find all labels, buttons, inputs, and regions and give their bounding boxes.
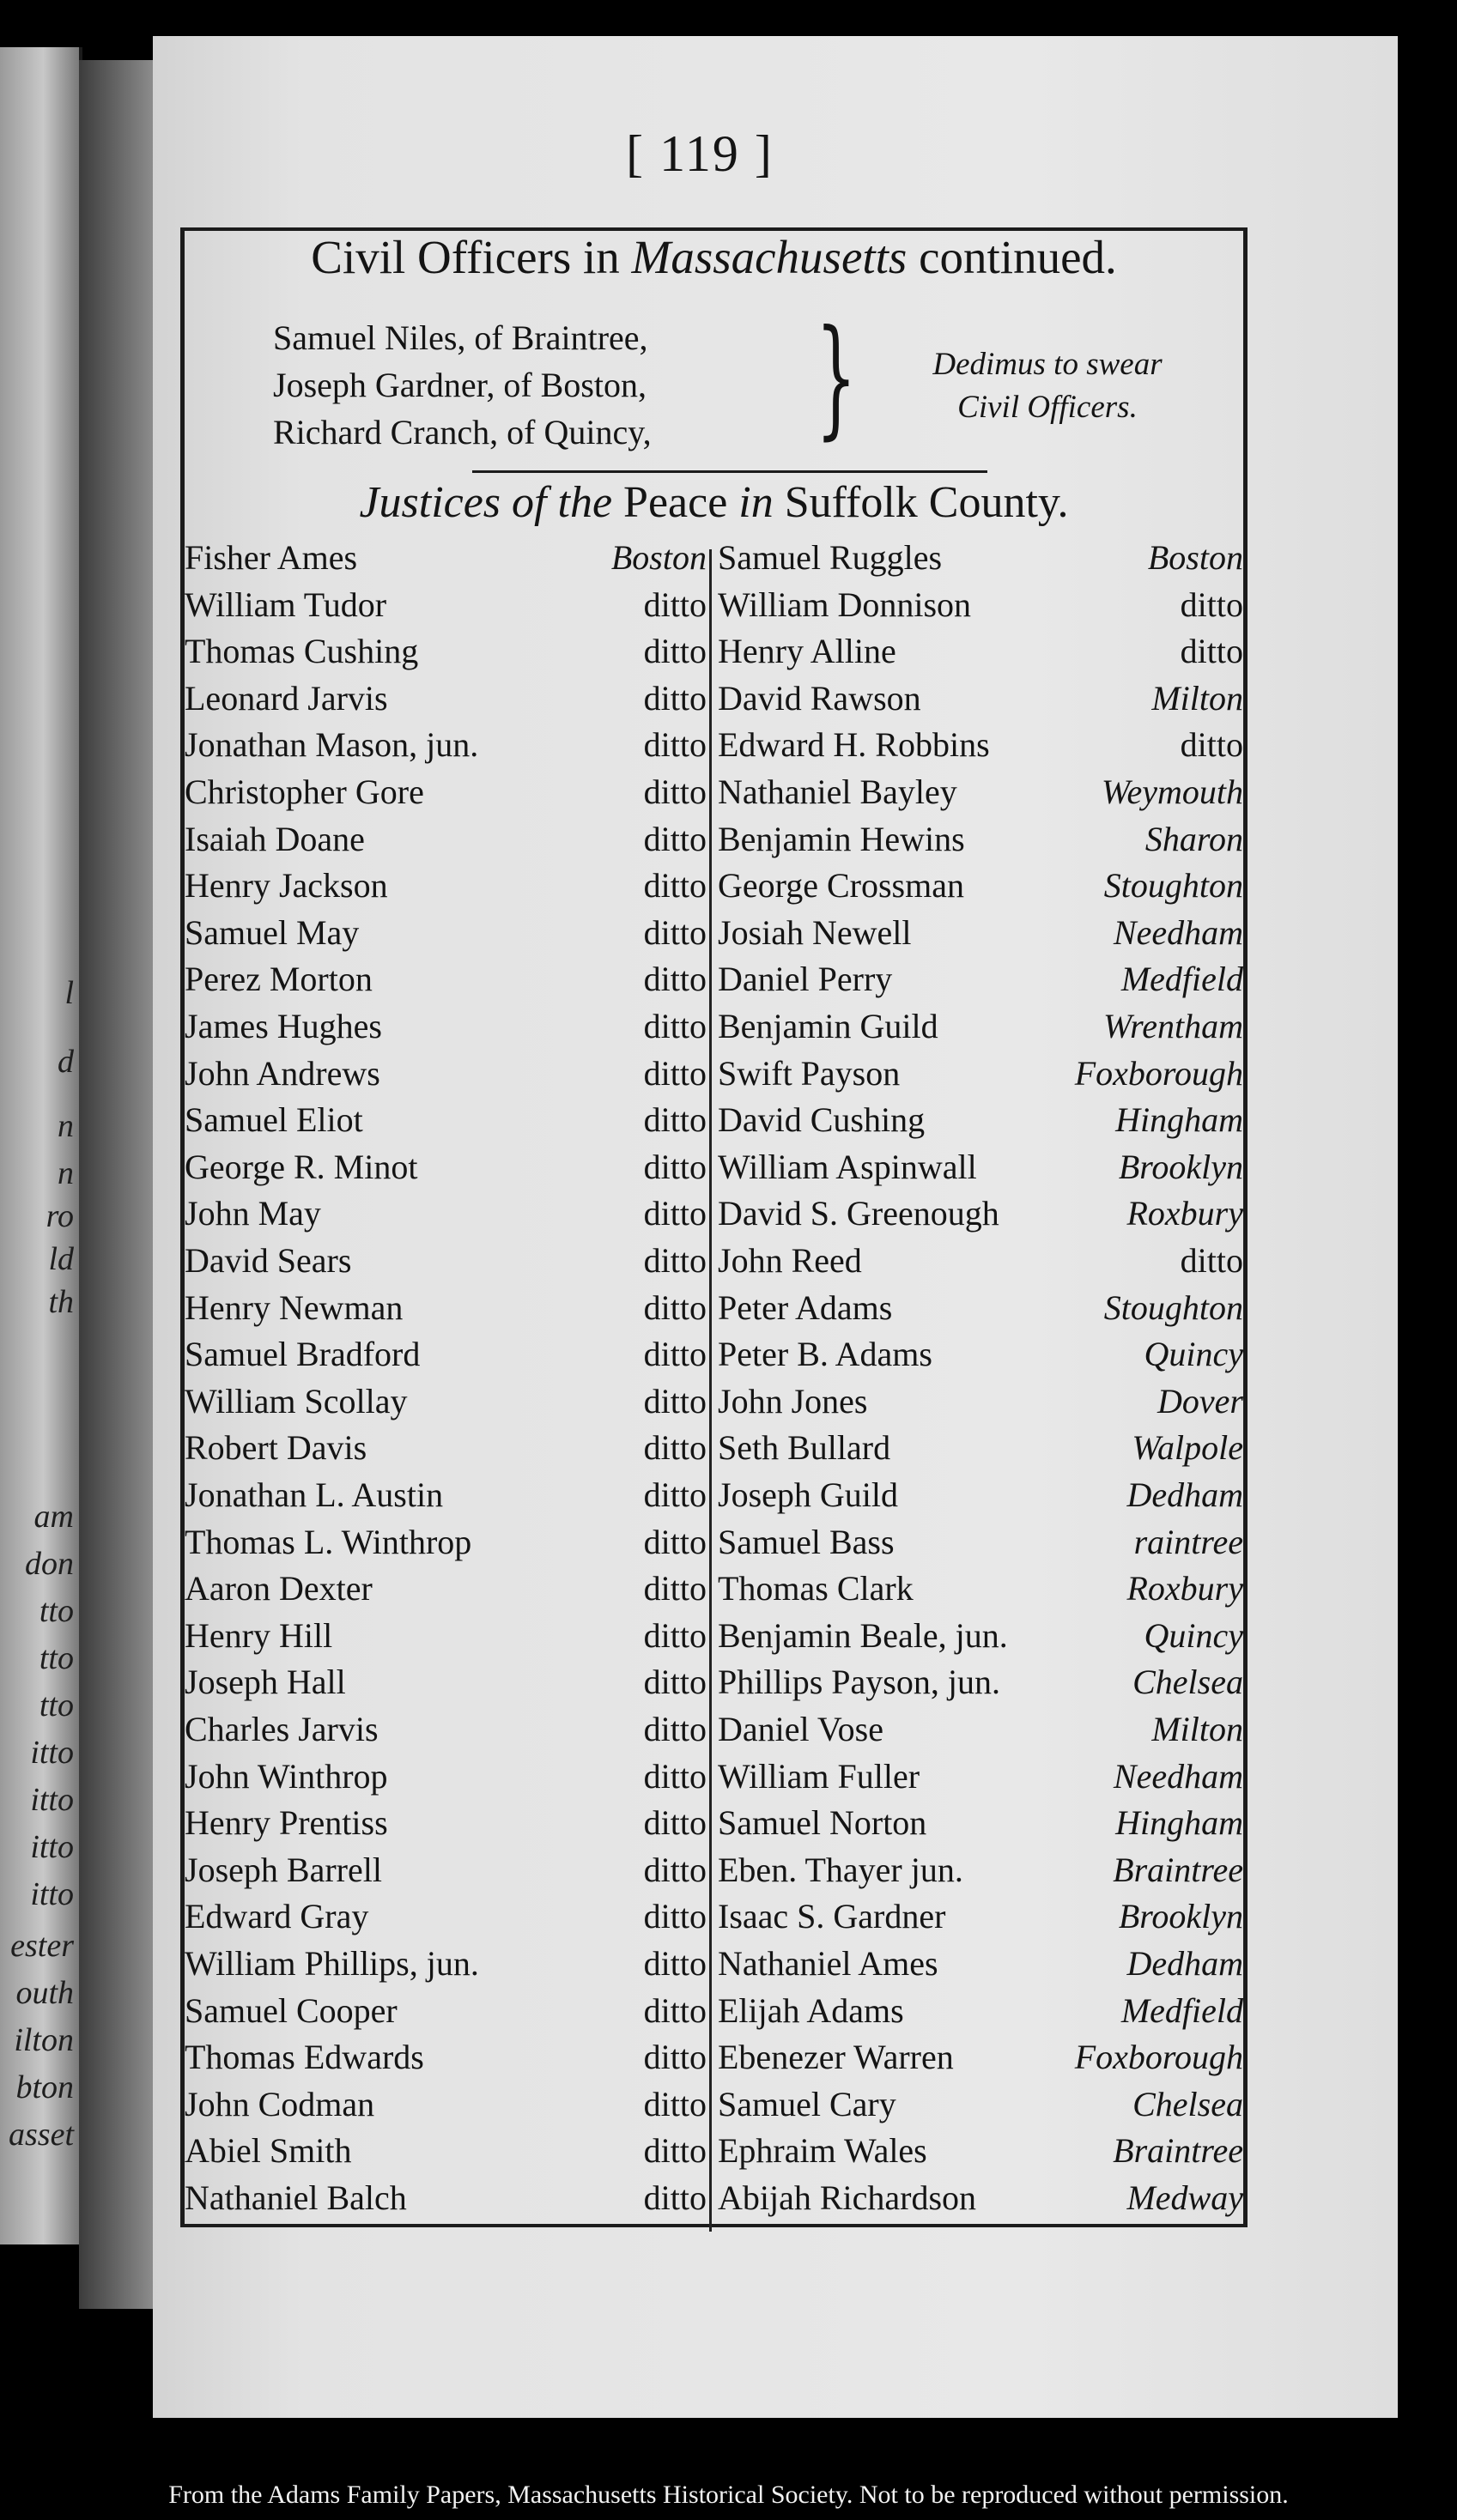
justice-town: ditto bbox=[643, 585, 707, 624]
facing-page-fragment: th bbox=[48, 1284, 74, 1320]
justice-town: Quincy bbox=[1144, 1615, 1243, 1655]
justice-name: Fisher Ames bbox=[185, 538, 358, 577]
justice-name: Edward H. Robbins bbox=[718, 725, 990, 765]
justice-row bbox=[185, 1424, 707, 1471]
justice-name: David S. Greenough bbox=[718, 1194, 999, 1233]
justice-name: Henry Hill bbox=[185, 1615, 333, 1655]
justice-town: ditto bbox=[643, 772, 707, 811]
justice-row bbox=[718, 1565, 1243, 1612]
justice-town: ditto bbox=[643, 1475, 707, 1514]
justice-town: Needham bbox=[1113, 1756, 1243, 1796]
justice-town: ditto bbox=[643, 1615, 707, 1655]
justice-row bbox=[185, 1143, 707, 1190]
justice-row bbox=[185, 1612, 707, 1659]
justice-town: ditto bbox=[1180, 725, 1243, 765]
justice-row bbox=[718, 1612, 1243, 1659]
justice-town: ditto bbox=[643, 912, 707, 952]
justice-town: Foxborough bbox=[1074, 2038, 1243, 2077]
justice-row bbox=[718, 768, 1243, 815]
justice-town: ditto bbox=[1180, 585, 1243, 624]
justice-row bbox=[718, 1237, 1243, 1284]
facing-page-fragment: itto bbox=[30, 1735, 74, 1771]
justice-name: Abiel Smith bbox=[185, 2131, 352, 2171]
justice-row bbox=[718, 1799, 1243, 1846]
justice-town: Medfield bbox=[1120, 960, 1243, 999]
justice-row bbox=[185, 2174, 707, 2221]
justice-town: Foxborough bbox=[1074, 1053, 1243, 1093]
justice-town: ditto bbox=[643, 1241, 707, 1280]
justice-name: Samuel May bbox=[185, 912, 360, 952]
justice-row bbox=[185, 1471, 707, 1518]
justice-row bbox=[718, 1471, 1243, 1518]
justice-name: Samuel Cooper bbox=[185, 1990, 398, 2030]
facing-page-fragment: ld bbox=[48, 1241, 74, 1277]
justice-row bbox=[718, 1284, 1243, 1331]
grouping-brace: } bbox=[816, 303, 857, 452]
justice-name: Swift Payson bbox=[718, 1053, 901, 1093]
justice-row bbox=[718, 1143, 1243, 1190]
justice-town: ditto bbox=[1180, 632, 1243, 671]
justice-name: Benjamin Guild bbox=[718, 1007, 938, 1045]
justice-row bbox=[185, 862, 707, 909]
justice-town: ditto bbox=[643, 1522, 707, 1561]
justice-row bbox=[185, 1003, 707, 1050]
justice-town: ditto bbox=[643, 1194, 707, 1233]
justice-row bbox=[185, 2033, 707, 2081]
page-number: [ 119 ] bbox=[626, 125, 774, 182]
justice-name: Nathaniel Ames bbox=[718, 1944, 938, 1983]
justice-town: Roxbury bbox=[1126, 1569, 1243, 1608]
facing-page-fragment: itto bbox=[30, 1876, 74, 1912]
justice-name: Charles Jarvis bbox=[185, 1710, 379, 1748]
justice-name: William Phillips, jun. bbox=[185, 1944, 479, 1983]
justice-row bbox=[185, 1284, 707, 1331]
justice-town: ditto bbox=[643, 1428, 707, 1468]
justice-name: Seth Bullard bbox=[718, 1428, 891, 1468]
justice-name: David Sears bbox=[185, 1241, 352, 1280]
section-title-peace: Peace bbox=[623, 478, 739, 527]
justice-name: Samuel Bass bbox=[718, 1522, 895, 1561]
facing-page-fragment: am bbox=[33, 1499, 74, 1535]
justice-name: David Cushing bbox=[718, 1100, 926, 1140]
justice-town: ditto bbox=[643, 1663, 707, 1702]
section-title-county: Suffolk County. bbox=[773, 478, 1069, 527]
justice-row bbox=[718, 1987, 1243, 2034]
justice-row bbox=[718, 721, 1243, 768]
justice-row bbox=[185, 1987, 707, 2034]
facing-page-fragment: itto bbox=[30, 1829, 74, 1865]
justice-name: Jonathan L. Austin bbox=[185, 1475, 444, 1514]
justice-name: Samuel Eliot bbox=[185, 1100, 363, 1140]
justice-name: Elijah Adams bbox=[718, 1990, 904, 2030]
justice-row bbox=[718, 1330, 1243, 1378]
justice-name: Aaron Dexter bbox=[185, 1569, 373, 1608]
justice-row bbox=[185, 1753, 707, 1800]
facing-page-fragment: n bbox=[58, 1108, 74, 1144]
justice-row bbox=[718, 1518, 1243, 1566]
justice-name: Benjamin Beale, jun. bbox=[718, 1615, 1008, 1655]
justice-town: ditto bbox=[643, 1803, 707, 1843]
section-title-of-the: of the bbox=[501, 478, 624, 527]
facing-page-fragment: ester bbox=[10, 1928, 74, 1964]
justice-name: Thomas Cushing bbox=[185, 632, 419, 671]
justice-row bbox=[185, 1330, 707, 1378]
justice-row bbox=[718, 1190, 1243, 1237]
justice-town: ditto bbox=[643, 1756, 707, 1796]
dedimus-officer: Richard Cranch, of Quincy, bbox=[273, 413, 652, 451]
justice-row bbox=[185, 1096, 707, 1143]
justice-name: Samuel Cary bbox=[718, 2084, 896, 2123]
justice-name: Henry Prentiss bbox=[185, 1803, 388, 1843]
justice-row bbox=[718, 955, 1243, 1003]
justice-town: ditto bbox=[643, 1897, 707, 1936]
justice-name: Edward Gray bbox=[185, 1897, 369, 1936]
justice-row bbox=[718, 1378, 1243, 1425]
justice-row bbox=[718, 2033, 1243, 2081]
justice-town: ditto bbox=[643, 632, 707, 671]
justice-row bbox=[718, 815, 1243, 863]
justice-row bbox=[718, 1658, 1243, 1705]
justice-town: ditto bbox=[643, 678, 707, 718]
justice-name: Samuel Norton bbox=[718, 1803, 927, 1843]
facing-page-fragment: asset bbox=[9, 2117, 74, 2153]
justice-town: raintree bbox=[1133, 1522, 1243, 1561]
facing-page-fragment: tto bbox=[39, 1593, 74, 1629]
justice-row bbox=[718, 1753, 1243, 1800]
justice-name: Thomas Edwards bbox=[185, 2038, 424, 2077]
justice-name: Ebenezer Warren bbox=[718, 2038, 954, 2077]
archive-credit-footer: From the Adams Family Papers, Massachusetts Historical Society. Not to be reproduced without permission. bbox=[168, 2481, 1289, 2509]
justice-row bbox=[185, 955, 707, 1003]
justice-town: Roxbury bbox=[1126, 1194, 1243, 1233]
justice-name: George Crossman bbox=[718, 866, 964, 906]
dedimus-note-line: Civil Officers. bbox=[957, 390, 1138, 425]
justice-row bbox=[185, 1705, 707, 1753]
justice-name: Phillips Payson, jun. bbox=[718, 1663, 1000, 1702]
justice-row bbox=[718, 862, 1243, 909]
justice-row bbox=[185, 1050, 707, 1097]
justice-town: ditto bbox=[643, 1007, 707, 1045]
justice-name: Eben. Thayer jun. bbox=[718, 1850, 963, 1889]
previous-page-edge bbox=[0, 47, 82, 2244]
dedimus-note bbox=[867, 343, 1228, 429]
justice-town: ditto bbox=[643, 1053, 707, 1093]
dedimus-note-line: Dedimus to swear bbox=[932, 347, 1163, 382]
justice-name: David Rawson bbox=[718, 678, 921, 718]
justice-row bbox=[185, 1893, 707, 1940]
justice-row bbox=[185, 1846, 707, 1893]
facing-page-fragment: tto bbox=[39, 1687, 74, 1723]
justice-name: Benjamin Hewins bbox=[718, 819, 965, 858]
justice-name: William Scollay bbox=[185, 1381, 408, 1421]
justice-town: Milton bbox=[1151, 1710, 1243, 1748]
dedimus-officer: Joseph Gardner, of Boston, bbox=[273, 366, 647, 404]
heading-state-name: Massachusetts bbox=[631, 231, 908, 283]
justice-row bbox=[718, 581, 1243, 628]
facing-page-fragment: l bbox=[64, 975, 74, 1011]
justice-name: Abijah Richardson bbox=[718, 2178, 977, 2217]
justice-name: John Winthrop bbox=[185, 1756, 388, 1796]
justice-row bbox=[718, 627, 1243, 675]
justice-row bbox=[718, 1096, 1243, 1143]
column-divider bbox=[709, 549, 712, 2232]
justice-name: Henry Alline bbox=[718, 632, 896, 671]
justice-name: Joseph Guild bbox=[718, 1475, 898, 1514]
justice-name: Thomas L. Winthrop bbox=[185, 1522, 472, 1561]
justice-town: Walpole bbox=[1132, 1428, 1243, 1468]
justice-name: Isaac S. Gardner bbox=[718, 1897, 946, 1936]
justice-name: James Hughes bbox=[185, 1007, 382, 1045]
justice-town: Sharon bbox=[1144, 819, 1243, 858]
justice-town: Chelsea bbox=[1132, 1663, 1243, 1702]
justice-row bbox=[185, 815, 707, 863]
justice-town: Dedham bbox=[1126, 1475, 1243, 1514]
justice-town: ditto bbox=[1180, 1241, 1243, 1280]
justice-row bbox=[185, 768, 707, 815]
justice-name: John Jones bbox=[718, 1381, 868, 1421]
justice-name: Daniel Perry bbox=[718, 960, 893, 999]
facing-page-fragment: itto bbox=[30, 1782, 74, 1818]
justice-row bbox=[718, 1003, 1243, 1050]
justice-name: Jonathan Mason, jun. bbox=[185, 725, 479, 765]
facing-page-fragment: n bbox=[58, 1155, 74, 1191]
justice-town: Chelsea bbox=[1132, 2084, 1243, 2123]
justice-row bbox=[185, 1940, 707, 1987]
justice-name: Henry Jackson bbox=[185, 866, 388, 906]
justice-town: ditto bbox=[643, 866, 707, 906]
justice-town: ditto bbox=[643, 1381, 707, 1421]
justice-town: ditto bbox=[643, 1944, 707, 1983]
justice-row bbox=[185, 1799, 707, 1846]
justice-town: Dover bbox=[1157, 1381, 1243, 1421]
dedimus-officers-list bbox=[273, 314, 814, 456]
justice-name: William Aspinwall bbox=[718, 1147, 977, 1186]
justice-row bbox=[185, 909, 707, 956]
justice-row bbox=[185, 1518, 707, 1566]
justice-town: ditto bbox=[643, 2131, 707, 2171]
justice-town: Quincy bbox=[1144, 1335, 1243, 1374]
justice-row bbox=[185, 2127, 707, 2174]
justice-town: ditto bbox=[643, 1850, 707, 1889]
justice-town: Dedham bbox=[1126, 1944, 1243, 1983]
justice-row bbox=[718, 675, 1243, 722]
justice-name: Josiah Newell bbox=[718, 912, 912, 952]
facing-page-fragment: ilton bbox=[14, 2022, 74, 2058]
facing-page-fragment: d bbox=[58, 1044, 74, 1080]
justice-town: Hingham bbox=[1115, 1100, 1243, 1140]
justice-town: Wrentham bbox=[1103, 1007, 1243, 1045]
justice-row bbox=[718, 2081, 1243, 2128]
page-heading bbox=[180, 230, 1248, 284]
section-rule bbox=[472, 470, 987, 473]
heading-part-1: Civil Officers in bbox=[311, 231, 632, 283]
justice-row bbox=[185, 627, 707, 675]
justice-name: William Donnison bbox=[718, 585, 972, 624]
justice-row bbox=[185, 1378, 707, 1425]
justice-town: Braintree bbox=[1113, 2131, 1243, 2171]
facing-page-fragment: don bbox=[25, 1546, 74, 1582]
heading-part-2: continued. bbox=[907, 231, 1117, 283]
justice-town: Milton bbox=[1151, 678, 1243, 718]
justice-row bbox=[185, 581, 707, 628]
justice-town: Brooklyn bbox=[1118, 1897, 1243, 1936]
justice-row bbox=[718, 534, 1243, 581]
justice-row bbox=[718, 2127, 1243, 2174]
justice-name: William Fuller bbox=[718, 1756, 920, 1796]
facing-page-fragment: tto bbox=[39, 1640, 74, 1676]
justice-name: Isaiah Doane bbox=[185, 819, 365, 858]
justice-name: John Codman bbox=[185, 2084, 375, 2123]
justice-row bbox=[185, 675, 707, 722]
justice-town: ditto bbox=[643, 2178, 707, 2217]
dedimus-officer: Samuel Niles, of Braintree, bbox=[273, 318, 648, 357]
justice-name: Thomas Clark bbox=[718, 1569, 914, 1608]
justice-town: Brooklyn bbox=[1118, 1147, 1243, 1186]
facing-page-fragment: bton bbox=[15, 2069, 74, 2105]
justice-name: Peter B. Adams bbox=[718, 1335, 932, 1374]
justice-name: Peter Adams bbox=[718, 1287, 893, 1327]
justice-name: George R. Minot bbox=[185, 1147, 418, 1186]
justice-name: Joseph Barrell bbox=[185, 1850, 382, 1889]
justice-name: Joseph Hall bbox=[185, 1663, 346, 1702]
justice-town: ditto bbox=[643, 1990, 707, 2030]
facing-page-fragment: ro bbox=[46, 1198, 74, 1234]
justice-town: Stoughton bbox=[1103, 866, 1243, 906]
justice-row bbox=[185, 1658, 707, 1705]
justice-name: Perez Morton bbox=[185, 960, 373, 999]
justice-town: Medway bbox=[1126, 2178, 1243, 2217]
justice-row bbox=[185, 1237, 707, 1284]
justice-name: Robert Davis bbox=[185, 1428, 367, 1468]
justice-town: Braintree bbox=[1113, 1850, 1243, 1889]
justice-name: Daniel Vose bbox=[718, 1710, 883, 1748]
justice-name: William Tudor bbox=[185, 585, 387, 624]
justice-town: ditto bbox=[643, 1287, 707, 1327]
facing-page-fragment: outh bbox=[15, 1975, 74, 2011]
justice-row bbox=[718, 2174, 1243, 2221]
justice-town: ditto bbox=[643, 1147, 707, 1186]
justice-row bbox=[718, 1940, 1243, 1987]
justice-town: Stoughton bbox=[1103, 1287, 1243, 1327]
justice-row bbox=[185, 1190, 707, 1237]
justice-town: ditto bbox=[643, 725, 707, 765]
justice-town: ditto bbox=[643, 1569, 707, 1608]
justice-row bbox=[718, 1705, 1243, 1753]
justice-town: Hingham bbox=[1115, 1803, 1243, 1843]
justice-row bbox=[718, 909, 1243, 956]
justice-town: ditto bbox=[643, 2084, 707, 2123]
justice-name: Samuel Ruggles bbox=[718, 538, 943, 577]
section-title bbox=[180, 477, 1248, 528]
justice-name: Henry Newman bbox=[185, 1287, 404, 1327]
justice-town: Boston bbox=[1147, 538, 1243, 577]
justice-town: ditto bbox=[643, 960, 707, 999]
justice-row bbox=[185, 721, 707, 768]
justice-name: Samuel Bradford bbox=[185, 1335, 421, 1374]
justice-name: John Andrews bbox=[185, 1053, 380, 1093]
justice-name: Nathaniel Balch bbox=[185, 2178, 407, 2217]
justice-town: Medfield bbox=[1120, 1990, 1243, 2030]
justice-town: ditto bbox=[643, 1335, 707, 1374]
justice-name: John May bbox=[185, 1194, 321, 1233]
section-title-in: in bbox=[738, 478, 774, 527]
section-title-justices: Justices bbox=[359, 478, 501, 527]
justice-row bbox=[185, 2081, 707, 2128]
justice-town: ditto bbox=[643, 2038, 707, 2077]
justice-row bbox=[718, 1893, 1243, 1940]
justice-row bbox=[185, 1565, 707, 1612]
justice-row bbox=[718, 1846, 1243, 1893]
justice-town: Weymouth bbox=[1101, 772, 1243, 811]
justice-town: ditto bbox=[643, 1710, 707, 1748]
justice-row bbox=[718, 1050, 1243, 1097]
justice-row bbox=[185, 534, 707, 581]
justice-town: Boston bbox=[610, 538, 707, 577]
justice-town: ditto bbox=[643, 1100, 707, 1140]
justice-name: Ephraim Wales bbox=[718, 2131, 927, 2171]
justice-row bbox=[718, 1424, 1243, 1471]
justice-name: Nathaniel Bayley bbox=[718, 772, 957, 811]
justice-town: ditto bbox=[643, 819, 707, 858]
justice-town: Needham bbox=[1113, 912, 1243, 952]
justice-name: Christopher Gore bbox=[185, 772, 424, 811]
justice-name: John Reed bbox=[718, 1241, 862, 1280]
justice-name: Leonard Jarvis bbox=[185, 678, 388, 718]
